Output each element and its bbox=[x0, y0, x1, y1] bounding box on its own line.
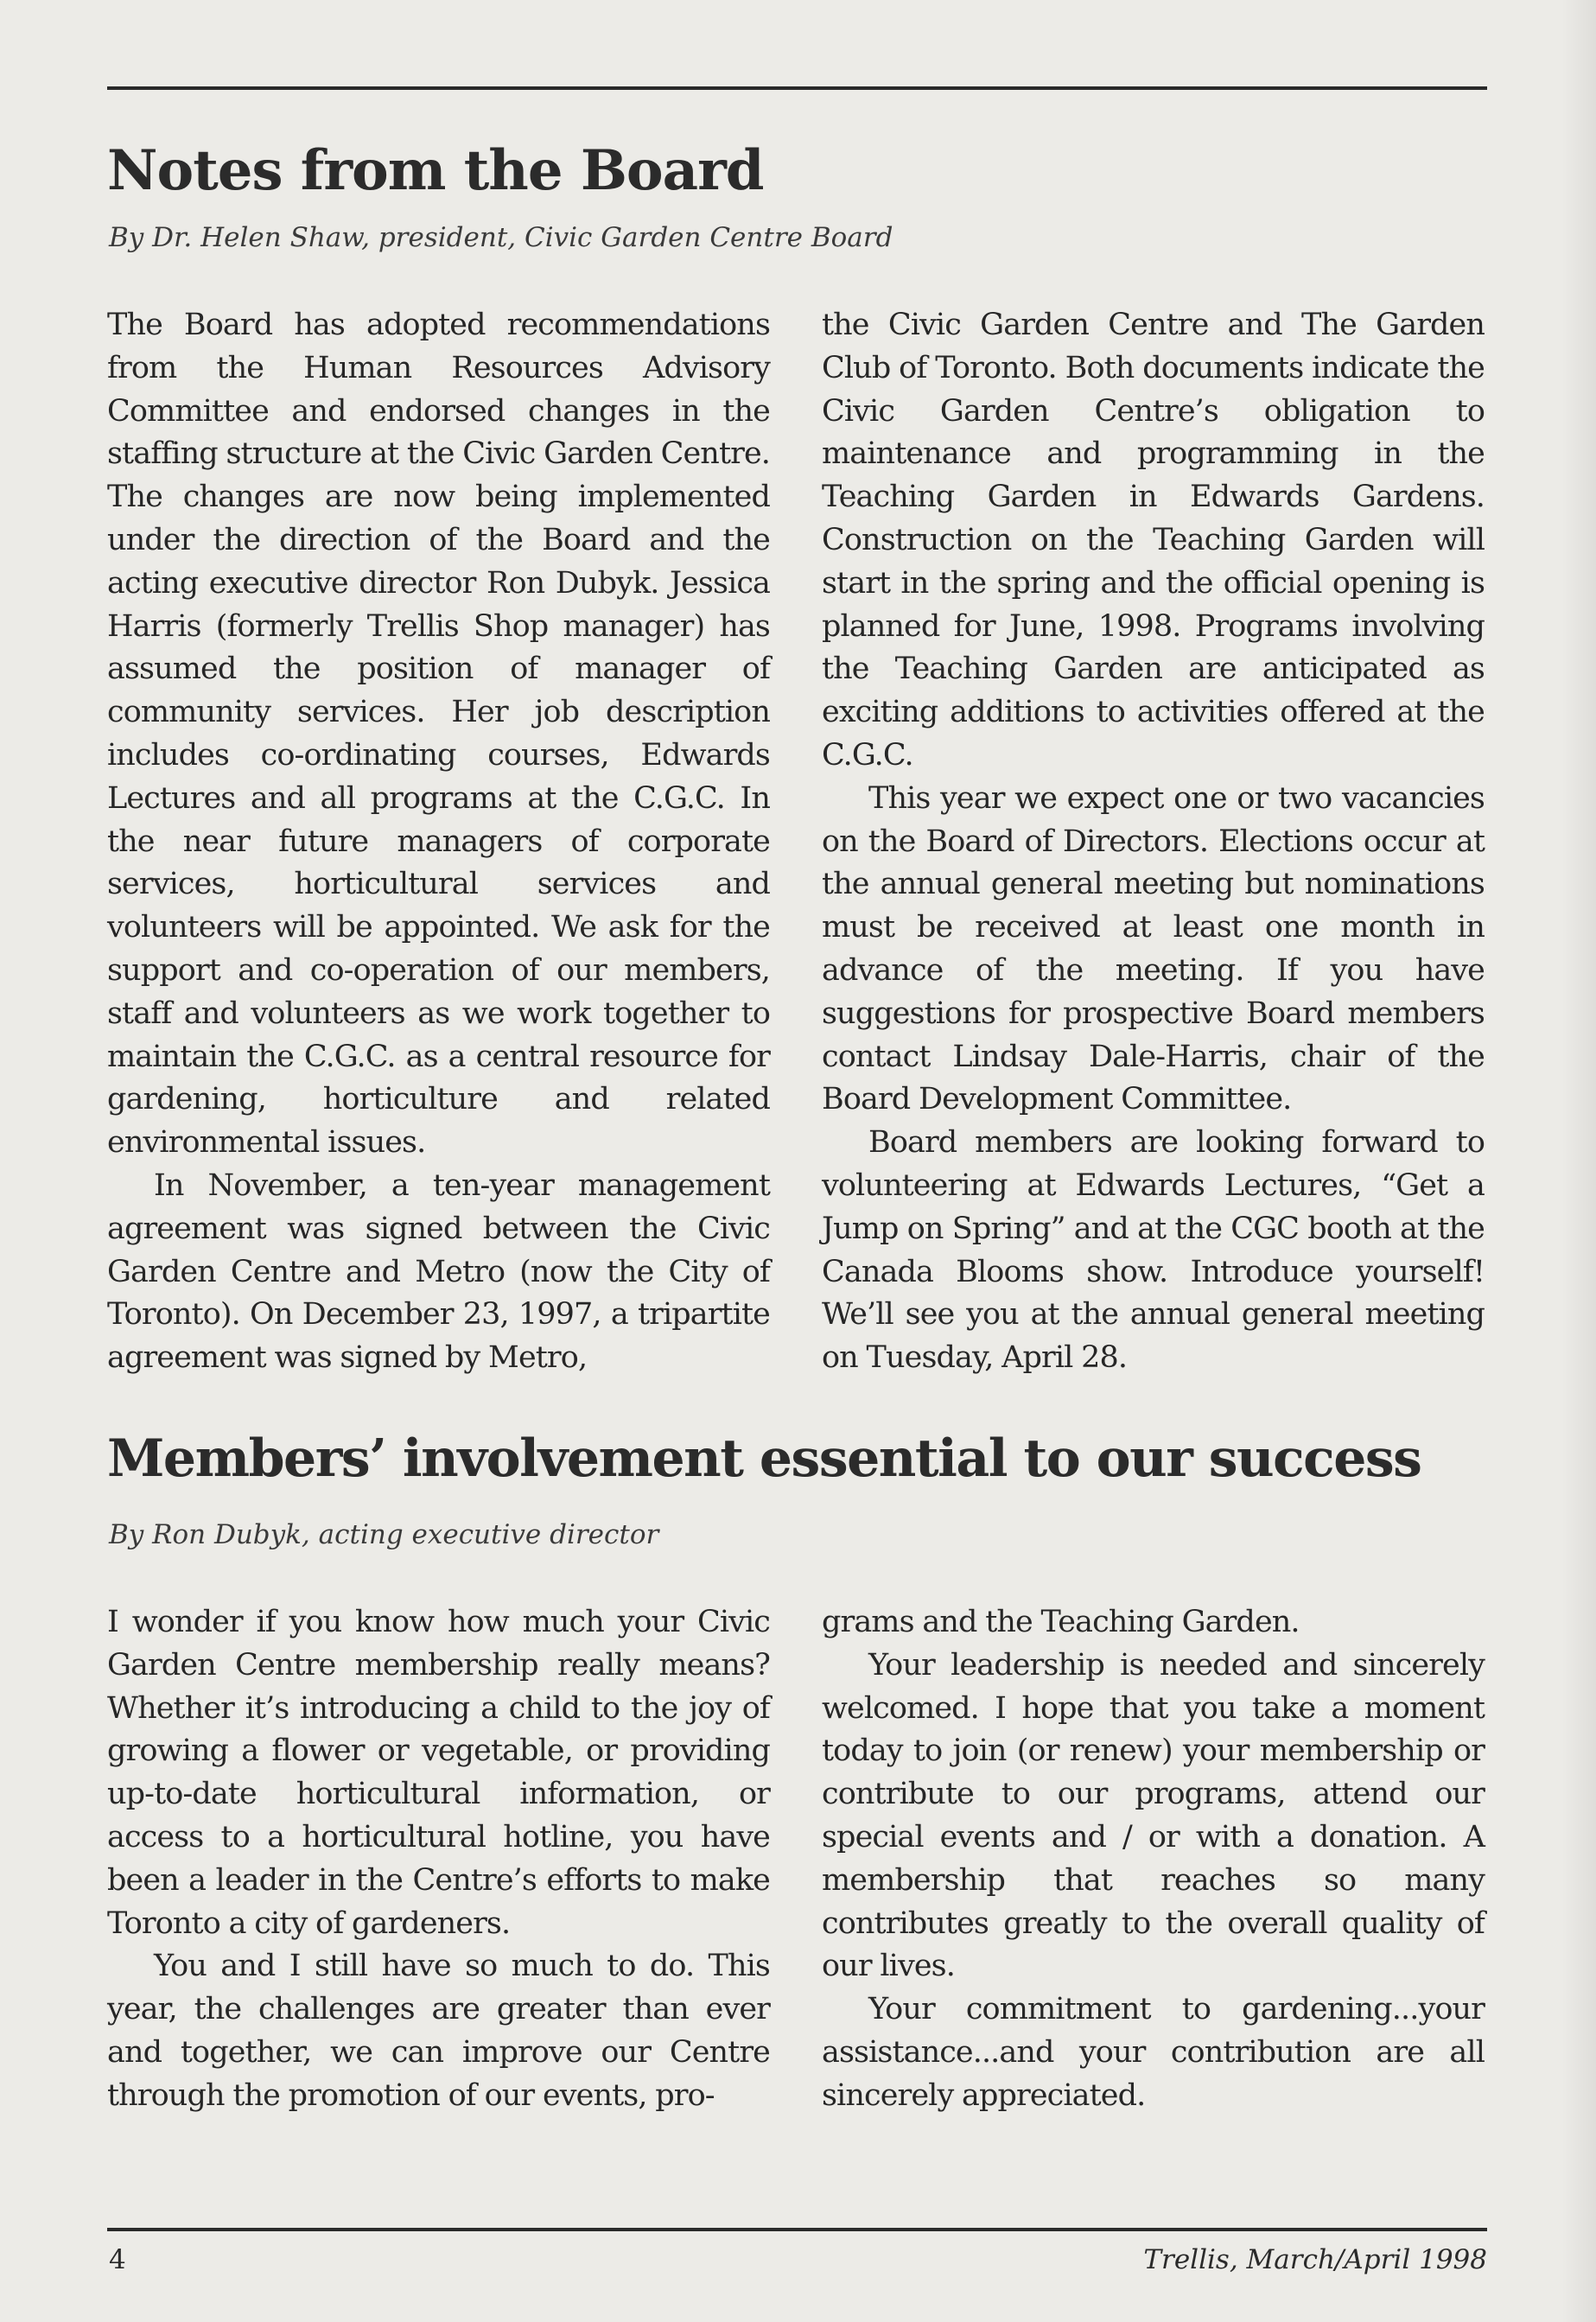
article-1-paragraph-1: The Board has adopted recommendations from the Human Resources Advisory Committee and endorsed changes in the staffing structure at the Civic Garden Centre. The changes are now being implemented under the direction of the Board and the acting executive director Ron Dubyk. Jessica Harris (formerly Trellis Shop manager) has assumed the position of manager of community services. Her job description includes co-ordinating courses, Edwards Lectures and all programs at the C.G.C. In the near future managers of corporate services, horticultural services and volunteers will be appointed. We ask for the support and co-operation of our members, staff and volunteers as we work together to maintain the C.G.C. as a central resource for gardening, horticulture and related environmental issues. bbox=[107, 308, 770, 1161]
article-2-paragraph-1: I wonder if you know how much your Civic Garden Centre membership really means? Whether it’s introducing a child to the joy of growing a flower or vegetable, or providing up-to-date horticultural information, or access to a horticultural hotline, you have been a leader in the Centre’s efforts to make Toronto a city of gardeners. bbox=[107, 1605, 770, 1941]
article-1-paragraph-3: This year we expect one or two vacancies on the Board of Directors. Elections occur at the annual general meeting but nominations must be received at least one month in advance of the meeting. If you have suggestions for prospective Board members contact Lindsay Dale-Harris, chair of the Board Development Committee. bbox=[822, 780, 1485, 1117]
article-2-headline: Members’ involvement essential to our success bbox=[107, 1428, 1421, 1489]
page-edge-shadow bbox=[1561, 0, 1596, 2322]
article-2-left-column bbox=[107, 1601, 770, 2118]
page-number: 4 bbox=[109, 2244, 126, 2275]
article-1-byline: By Dr. Helen Shaw, president, Civic Garden Centre Board bbox=[109, 222, 893, 253]
article-1-paragraph-4: Board members are looking forward to volunteering at Edwards Lectures, “Get a Jump on Spring” and at the CGC booth at the Canada Blooms show. Introduce yourself! We’ll see you at the annual general meeting on Tuesday, April 28. bbox=[822, 1125, 1485, 1376]
issue-title: Trellis, March/April 1998 bbox=[1143, 2244, 1487, 2275]
article-1-left-column bbox=[107, 304, 770, 1380]
article-2-right-column bbox=[822, 1601, 1485, 2118]
bottom-rule bbox=[107, 2228, 1487, 2231]
article-2-paragraph-4: Your commitment to gardening...your assistance...and your contribution are all sincerely appreciated. bbox=[822, 1992, 1485, 2113]
article-2-byline: By Ron Dubyk, acting executive director bbox=[109, 1519, 659, 1550]
article-2-paragraph-2-continued: grams and the Teaching Garden. bbox=[822, 1605, 1300, 1639]
article-2-paragraph-3: Your leadership is needed and sincerely welcomed. I hope that you take a moment today to join (or renew) your membership or contribute to our programs, attend our special events and / or with a donation. A membership that reaches so many contributes greatly to the overall quality of our lives. bbox=[822, 1647, 1485, 1984]
article-1-paragraph-2-continued: the Civic Garden Centre and The Garden Club of Toronto. Both documents indicate the Civic Garden Centre’s obligation to maintenance and programming in the Teaching Garden in Edwards Gardens. Construction on the Teaching Garden will start in the spring and the official opening is planned for June, 1998. Programs involving the Teaching Garden are anticipated as exciting additions to activities offered at the C.G.C. bbox=[822, 308, 1485, 773]
article-1-headline: Notes from the Board bbox=[107, 138, 764, 203]
top-rule bbox=[107, 86, 1487, 90]
article-2-paragraph-2: You and I still have so much to do. This year, the challenges are greater than ever and together, we can improve our Centre through the promotion of our events, pro- bbox=[107, 1949, 770, 2113]
article-1-paragraph-2: In November, a ten-year management agreement was signed between the Civic Garden Centre and Metro (now the City of Toronto). On December 23, 1997, a tripartite agreement was signed by Metro, bbox=[107, 1167, 770, 1376]
article-1-right-column bbox=[822, 304, 1485, 1380]
